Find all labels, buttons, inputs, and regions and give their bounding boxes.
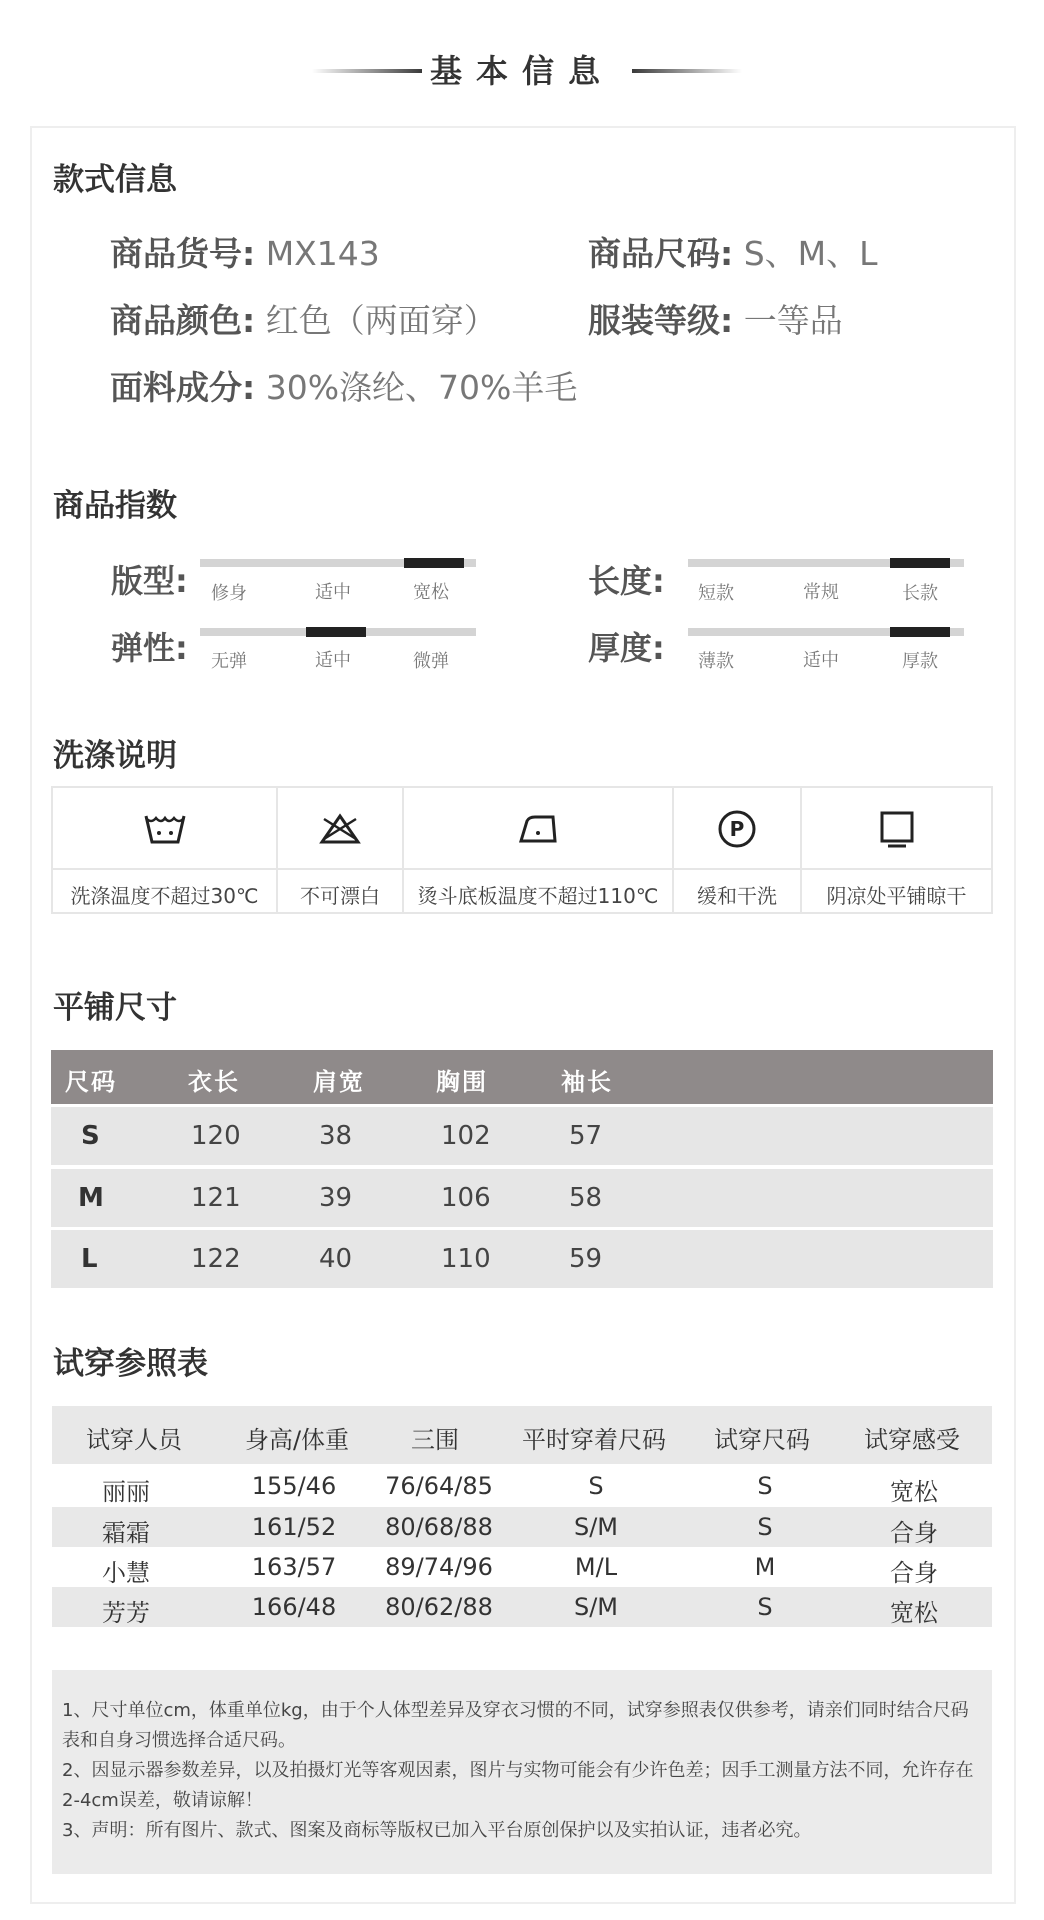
- fit-tick-3: 宽松: [413, 582, 449, 603]
- try-col-header: 平时穿着尺码: [522, 1426, 666, 1454]
- fit-tick-2: 适中: [315, 582, 351, 603]
- size-col-header: 袖长: [561, 1068, 613, 1096]
- try-usual-size-cell: S: [588, 1472, 604, 1500]
- try-feel-cell: 合身: [890, 1519, 938, 1547]
- wash-cell: [672, 786, 802, 914]
- fabric-label: 面料成分:: [110, 368, 256, 407]
- table-row: [52, 1466, 992, 1506]
- sizes-label: 商品尺码:: [588, 234, 734, 273]
- table-row: [51, 1169, 993, 1227]
- length-tick-3: 长款: [902, 583, 938, 604]
- thickness-label: 厚度:: [588, 629, 665, 667]
- wash-text: 烫斗底板温度不超过110℃: [404, 868, 672, 918]
- try-usual-size-cell: S/M: [573, 1513, 619, 1541]
- iron-icon: [404, 804, 672, 854]
- notes-box: [52, 1670, 992, 1874]
- try-name-cell: 芳芳: [102, 1599, 150, 1627]
- try-col-header: 试穿人员: [86, 1426, 182, 1454]
- size-col-header: 胸围: [436, 1068, 488, 1096]
- size-table-title: 平铺尺寸: [53, 990, 177, 1026]
- fabric-row: [110, 362, 577, 409]
- wash-text: 缓和干洗: [674, 868, 800, 918]
- flat-dry-icon: [802, 804, 991, 854]
- wash-text: 不可漂白: [278, 868, 402, 918]
- thickness-marker: [890, 627, 950, 637]
- elasticity-marker: [306, 627, 366, 637]
- try-size-cell: S: [757, 1513, 773, 1541]
- size-cell: S: [81, 1121, 100, 1151]
- wash-text: 阴凉处平铺晾干: [802, 868, 991, 918]
- try-hw-cell: 166/48: [251, 1593, 337, 1621]
- fabric-value: 30%涤纶、70%羊毛: [265, 368, 578, 407]
- size-cell: M: [78, 1183, 104, 1213]
- try-col-header: 试穿尺码: [714, 1426, 810, 1454]
- try-size-cell: M: [754, 1553, 776, 1581]
- item-no-value: MX143: [265, 234, 380, 273]
- wash-cell: [402, 786, 674, 914]
- thickness-tick-3: 厚款: [902, 651, 938, 672]
- try-measure-cell: 89/74/96: [385, 1553, 493, 1581]
- table-row: [51, 1230, 993, 1288]
- style-info-title: 款式信息: [53, 162, 177, 198]
- chest-cell: 106: [441, 1183, 491, 1213]
- washing-table: [51, 786, 993, 914]
- length-label: 长度:: [588, 562, 665, 600]
- table-row: [52, 1587, 992, 1627]
- elasticity-tick-1: 无弹: [211, 651, 247, 672]
- grade-value: 一等品: [743, 301, 843, 340]
- try-name-cell: 小慧: [102, 1559, 150, 1587]
- chest-cell: 102: [441, 1121, 491, 1151]
- try-measure-cell: 80/68/88: [385, 1513, 493, 1541]
- try-col-header: 身高/体重: [244, 1426, 350, 1454]
- try-measure-cell: 76/64/85: [385, 1472, 493, 1500]
- length-cell: 120: [191, 1121, 241, 1151]
- fit-tick-1: 修身: [211, 583, 247, 604]
- no-bleach-icon: [278, 804, 402, 854]
- elasticity-tick-3: 微弹: [413, 651, 449, 672]
- elasticity-bar: [200, 628, 476, 636]
- wash-text: 洗涤温度不超过30℃: [53, 868, 276, 918]
- try-name-cell: 霜霜: [102, 1519, 150, 1547]
- try-usual-size-cell: M/L: [574, 1553, 618, 1581]
- washing-title: 洗涤说明: [53, 738, 177, 774]
- try-hw-cell: 155/46: [251, 1472, 337, 1500]
- section-header: [0, 42, 1044, 94]
- thickness-tick-1: 薄款: [698, 651, 734, 672]
- try-feel-cell: 宽松: [890, 1478, 938, 1506]
- length-marker: [890, 558, 950, 568]
- wash-cell: [800, 786, 993, 914]
- try-feel-cell: 宽松: [890, 1599, 938, 1627]
- indices-title: 商品指数: [53, 488, 177, 524]
- try-hw-cell: 161/52: [251, 1513, 337, 1541]
- try-name-cell: 丽丽: [102, 1478, 150, 1506]
- item-no-label: 商品货号:: [110, 234, 256, 273]
- try-table-header: [52, 1406, 992, 1464]
- grade-label: 服装等级:: [588, 301, 734, 340]
- try-size-cell: S: [757, 1593, 773, 1621]
- grade-row: [588, 295, 843, 342]
- try-measure-cell: 80/62/88: [385, 1593, 493, 1621]
- size-col-header: 肩宽: [313, 1068, 365, 1096]
- sleeve-cell: 58: [569, 1183, 603, 1213]
- item-no-row: [110, 228, 380, 275]
- size-table-header: [51, 1050, 993, 1104]
- svg-text:P: P: [729, 817, 745, 841]
- thickness-tick-2: 适中: [803, 650, 839, 671]
- note-line-2: 2、因显示器参数差异，以及拍摄灯光等客观因素，图片与实物可能会有少许色差；因手工测量方法不同，允许存在2-4cm误差，敬请谅解！: [62, 1760, 974, 1811]
- wash-cell: [51, 786, 278, 914]
- chest-cell: 110: [441, 1244, 491, 1274]
- elasticity-label: 弹性:: [111, 629, 188, 667]
- length-tick-1: 短款: [698, 583, 734, 604]
- size-col-header: 尺码: [65, 1068, 117, 1096]
- sleeve-cell: 57: [569, 1121, 603, 1151]
- wash-cell: [276, 786, 404, 914]
- length-cell: 121: [191, 1183, 241, 1213]
- shoulder-cell: 40: [319, 1244, 353, 1274]
- length-tick-2: 常规: [803, 582, 839, 603]
- color-row: [110, 295, 497, 342]
- elasticity-tick-2: 适中: [315, 650, 351, 671]
- sleeve-cell: 59: [569, 1244, 603, 1274]
- header-line-right: [632, 69, 742, 73]
- fit-label: 版型:: [111, 562, 188, 600]
- length-bar: [688, 559, 964, 567]
- table-row: [51, 1107, 993, 1165]
- try-table-title: 试穿参照表: [53, 1346, 208, 1382]
- try-size-cell: S: [757, 1472, 773, 1500]
- color-label: 商品颜色:: [110, 301, 256, 340]
- note-line-1: 1、尺寸单位cm，体重单位kg，由于个人体型差异及穿衣习惯的不同，试穿参照表仅供参考，请亲们同时结合尺码表和自身习惯选择合适尺码。: [62, 1700, 969, 1751]
- try-feel-cell: 合身: [890, 1559, 938, 1587]
- shoulder-cell: 38: [319, 1121, 353, 1151]
- page-title: 基本信息: [429, 52, 614, 90]
- fit-marker: [404, 558, 464, 568]
- color-value: 红色（两面穿）: [265, 301, 497, 340]
- length-cell: 122: [191, 1244, 241, 1274]
- fit-bar: [200, 559, 476, 567]
- try-col-header: 三围: [411, 1426, 459, 1454]
- try-col-header: 试穿感受: [864, 1426, 960, 1454]
- wash-tub-icon: [53, 804, 276, 854]
- try-usual-size-cell: S/M: [573, 1593, 619, 1621]
- shoulder-cell: 39: [319, 1183, 353, 1213]
- table-row: [52, 1507, 992, 1547]
- try-hw-cell: 163/57: [251, 1553, 337, 1581]
- sizes-row: [588, 228, 878, 275]
- table-row: [52, 1547, 992, 1587]
- size-cell: L: [81, 1244, 98, 1274]
- sizes-value: S、M、L: [743, 234, 878, 273]
- note-line-3: 3、声明：所有图片、款式、图案及商标等版权已加入平台原创保护以及实拍认证，违者必究。: [62, 1820, 812, 1841]
- thickness-bar: [688, 628, 964, 636]
- dry-clean-p-icon: [674, 804, 800, 854]
- size-col-header: 衣长: [188, 1068, 240, 1096]
